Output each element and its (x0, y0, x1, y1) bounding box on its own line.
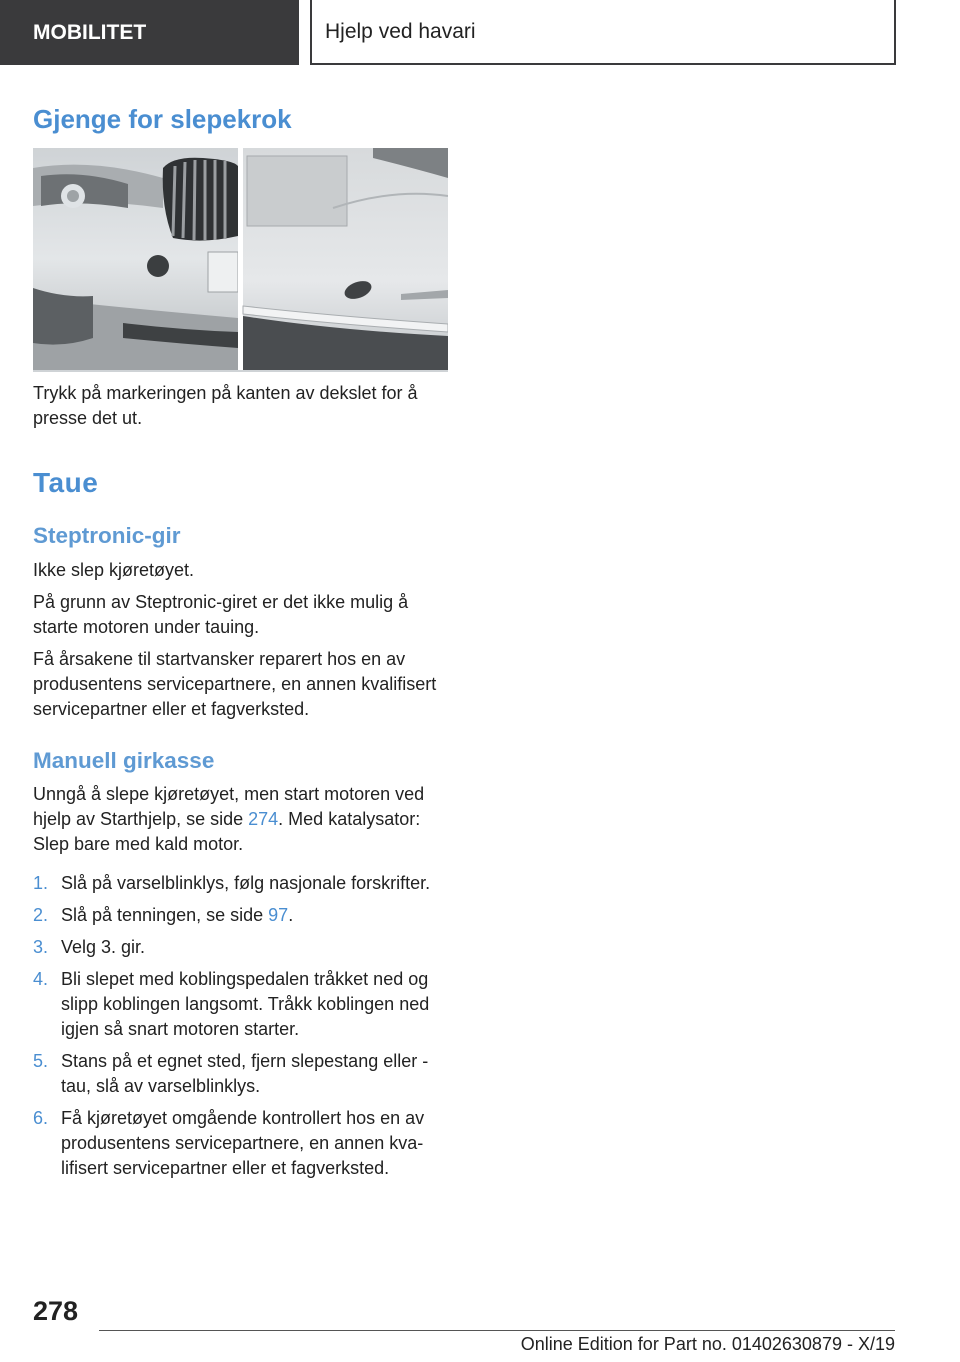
step-text: Få kjøretøyet omgående kontrollert hos en av produsentens servicepartnere, en annen kvalifisert servicepartner eller et fagverksted. (61, 1108, 425, 1178)
manual-intro-text-b: . Med katalysator: Slep bare med kald motor. (33, 809, 421, 854)
header-section-tab (0, 0, 299, 65)
list-item (33, 967, 453, 1042)
manual-intro-text-a: Unngå å slepe kjøretøyet, men start motoren ved hjelp av Starthjelp, se side (33, 784, 425, 829)
step-number: 6. (33, 1108, 49, 1128)
step-number: 5. (33, 1051, 49, 1071)
subsection-title-manual-gearbox: Manuell girkasse (33, 748, 215, 773)
step-text: Bli slepet med koblingspedalen tråkket ned og slipp koblingen langsomt. Tråkk koblingen ned igjen så snart motoren starter. (61, 969, 430, 1039)
list-item (33, 903, 453, 928)
tow-hook-caption: Trykk på markeringen på kanten av dekslet for å presse det ut. (33, 383, 418, 428)
footer-divider (99, 1330, 895, 1331)
step-text (61, 903, 453, 928)
step-text: Slå på varselblinklys, følg nasjonale forskrifter. (61, 873, 431, 893)
rear-bumper-panel (243, 148, 448, 370)
step-text: Velg 3. gir. (61, 937, 146, 957)
header-section-label: MOBILITET (33, 20, 147, 44)
step-text: Stans på et egnet sted, fjern slepestang eller -tau, slå av varselblinklys. (61, 1051, 429, 1096)
section-title-towing: Taue (33, 467, 99, 498)
steptronic-paragraph-3: Få årsakene til startvansker reparert hos en av produsentens servicepartnere, en annen kvalifisert servicepartner eller et fagverksted. (33, 649, 437, 719)
step-number: 1. (33, 873, 49, 893)
steptronic-paragraph-1: Ikke slep kjøretøyet. (33, 560, 195, 580)
section-title-tow-hook-thread: Gjenge for slepekrok (33, 104, 292, 134)
list-item (33, 1049, 453, 1099)
footer-edition: Online Edition for Part no. 01402630879 - X/19 (520, 1334, 895, 1354)
page-link-97[interactable]: 97 (268, 905, 289, 925)
header-chapter-tab (310, 0, 896, 65)
page-number: 278 (33, 1296, 79, 1326)
step-text-b: . (288, 905, 294, 925)
header-chapter-label: Hjelp ved havari (325, 19, 476, 43)
list-item (33, 935, 453, 960)
list-item (33, 1106, 453, 1181)
step-text-a: Slå på tenningen, se side (61, 905, 269, 925)
step-number: 2. (33, 905, 49, 925)
tow-hook-cover-photo (33, 148, 448, 372)
manual-gearbox-intro (33, 782, 453, 857)
steptronic-paragraph-2: På grunn av Steptronic-giret er det ikke mulig å starte motoren under tauing. (33, 592, 409, 637)
step-number: 4. (33, 969, 49, 989)
step-number: 3. (33, 937, 49, 957)
page-link-274[interactable]: 274 (248, 809, 279, 829)
front-bumper-panel (33, 148, 238, 370)
subsection-title-steptronic: Steptronic-gir (33, 523, 181, 548)
list-item (33, 871, 453, 896)
